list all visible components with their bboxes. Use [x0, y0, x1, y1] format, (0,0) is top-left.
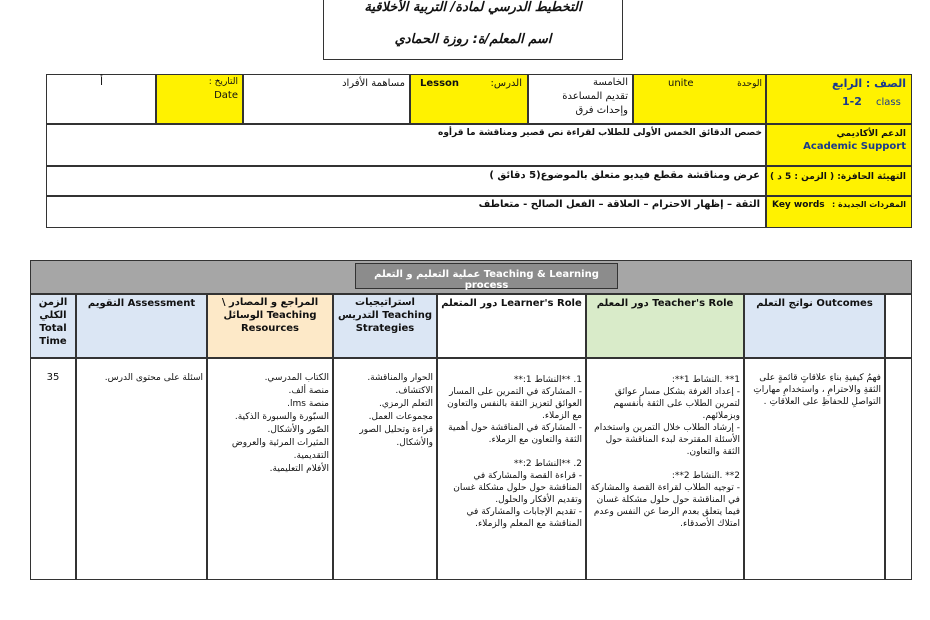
lesson-value: مساهمة الأفراد [342, 78, 405, 89]
assessment-text: اسئلة على محتوى الدرس. [104, 373, 203, 383]
empty-body-cell [885, 358, 912, 580]
date-value: أ [100, 75, 104, 88]
teacher-role-text: 1** .النشاط 1**: - إعداد الغرفة بشكل مسار عوائق لتمرين الطلاب على الثقة بأنفسهم وبزملائهم. - إرشاد الطلاب خلال التمرين واستخدام الأسئلة المقترحة لبدء المناقشة حول الثقة والتعاون. 2** .النشاط 2**: - توجيه الطلاب لقراءة القصة والمشاركة في المناقشة حول حلول مشكلة غسان فيما يتعلق بعدم الرضا عن النفس وعدم امتلاك الأصدقاء. [590, 375, 740, 529]
class-label: class [876, 97, 901, 108]
time-header-label: الزمن الكلي Total Time [38, 297, 68, 347]
strategies-header-label: استراتيجيات التدريس Teaching Strategies [338, 297, 432, 334]
teacher-name: اسم المعلم/ة: روزة الحمادي [394, 32, 552, 47]
vocab-value: الثقة – إظهار الاحترام – العلاقة – الفعل الصالح - متعاطف [478, 199, 760, 210]
process-title: عملية التعليم و التعلم Teaching & Learning process [374, 269, 599, 291]
lesson-label-en: Lesson [420, 78, 460, 89]
plan-title: التخطيط الدرسي لمادة/ التربية الأخلاقية [364, 0, 582, 15]
support-label-ar: الدعم الأكاديمي [836, 129, 906, 139]
time-cell [30, 358, 76, 580]
unit-label-ar: الوحدة [737, 79, 762, 89]
outcomes-header-label: نواتج التعلم Outcomes [756, 298, 873, 309]
warmup-label: التهيئة الحافزة: ( الزمن : 5 د ) [770, 172, 906, 182]
teacher-role-header-label: دور المعلم Teacher's Role [596, 298, 734, 309]
class-value: 1-2 [842, 95, 862, 108]
empty-header-cell [885, 294, 912, 358]
vocab-label-en: Key words [772, 200, 825, 210]
support-label-en: Academic Support [803, 141, 906, 152]
resources-header-label: المراجع و المصادر \ الوسائل Teaching Resources [221, 297, 319, 334]
vocab-label-ar: المفردات الجديدة : [832, 200, 906, 209]
time-value: 35 [46, 372, 60, 383]
outcomes-text: فهمُ كيفيةِ بناءِ علاقاتٍ قائمةٍ على الثقةِ والاحترامِ ، واستخدامِ مهاراتِ التواصلِ للحفاظِ على العلاقاتِ . [753, 373, 881, 407]
assessment-header-label: التقويم Assessment [87, 298, 196, 309]
unit-label-en: unite [668, 78, 694, 89]
resources-text: الكتاب المدرسي. منصة ألف. منصة lms. السبّورة والسبورة الذكية. الصّور والأشكال. المثيرات المرئية والعروض التقديمية. الأفلام التعليمية. [231, 373, 329, 474]
lesson-label-ar: الدرس: [490, 78, 522, 89]
learner-role-header-label: دور المتعلم Learner's Role [441, 298, 582, 309]
assessment-cell [76, 358, 207, 580]
unit-value: الخامسة تقديم المساعدة وإحداث فرق [562, 77, 628, 116]
strategies-text: الحوار والمناقشة. الاكتشاف. التعلم الرمزي. مجموعات العمل. قراءة وتحليل الصور والأشكال. [359, 373, 433, 448]
support-value: خصص الدقائق الخمس الأولى للطلاب لقراءة نص قصير ومناقشة ما قرأوه [438, 128, 762, 138]
date-label-ar: التاريخ : [208, 77, 238, 87]
warmup-value: عرض ومناقشة مقطع فيديو متعلق بالموضوع(5 دقائق ) [489, 170, 760, 181]
date-label-en: Date [214, 90, 238, 101]
grade-label: الصف : الرابع [831, 77, 906, 90]
learner-role-text: 1. **النشاط 1:** - المشاركة في التمرين على المسار العوائق لتعزيز الثقة بالنفس والتعاون مع الزملاء. - المشاركة في المناقشة حول أهمية الثقة والتعاون مع الزملاء. 2. **النشاط 2:** - قراءة القصة والمشاركة في المناقشة حول حلول مشكلة غسان وتقديم الأفكار والحلول. - تقديم الإجابات والمشاركة في المناقشة مع المعلم والزملاء. [447, 375, 582, 529]
